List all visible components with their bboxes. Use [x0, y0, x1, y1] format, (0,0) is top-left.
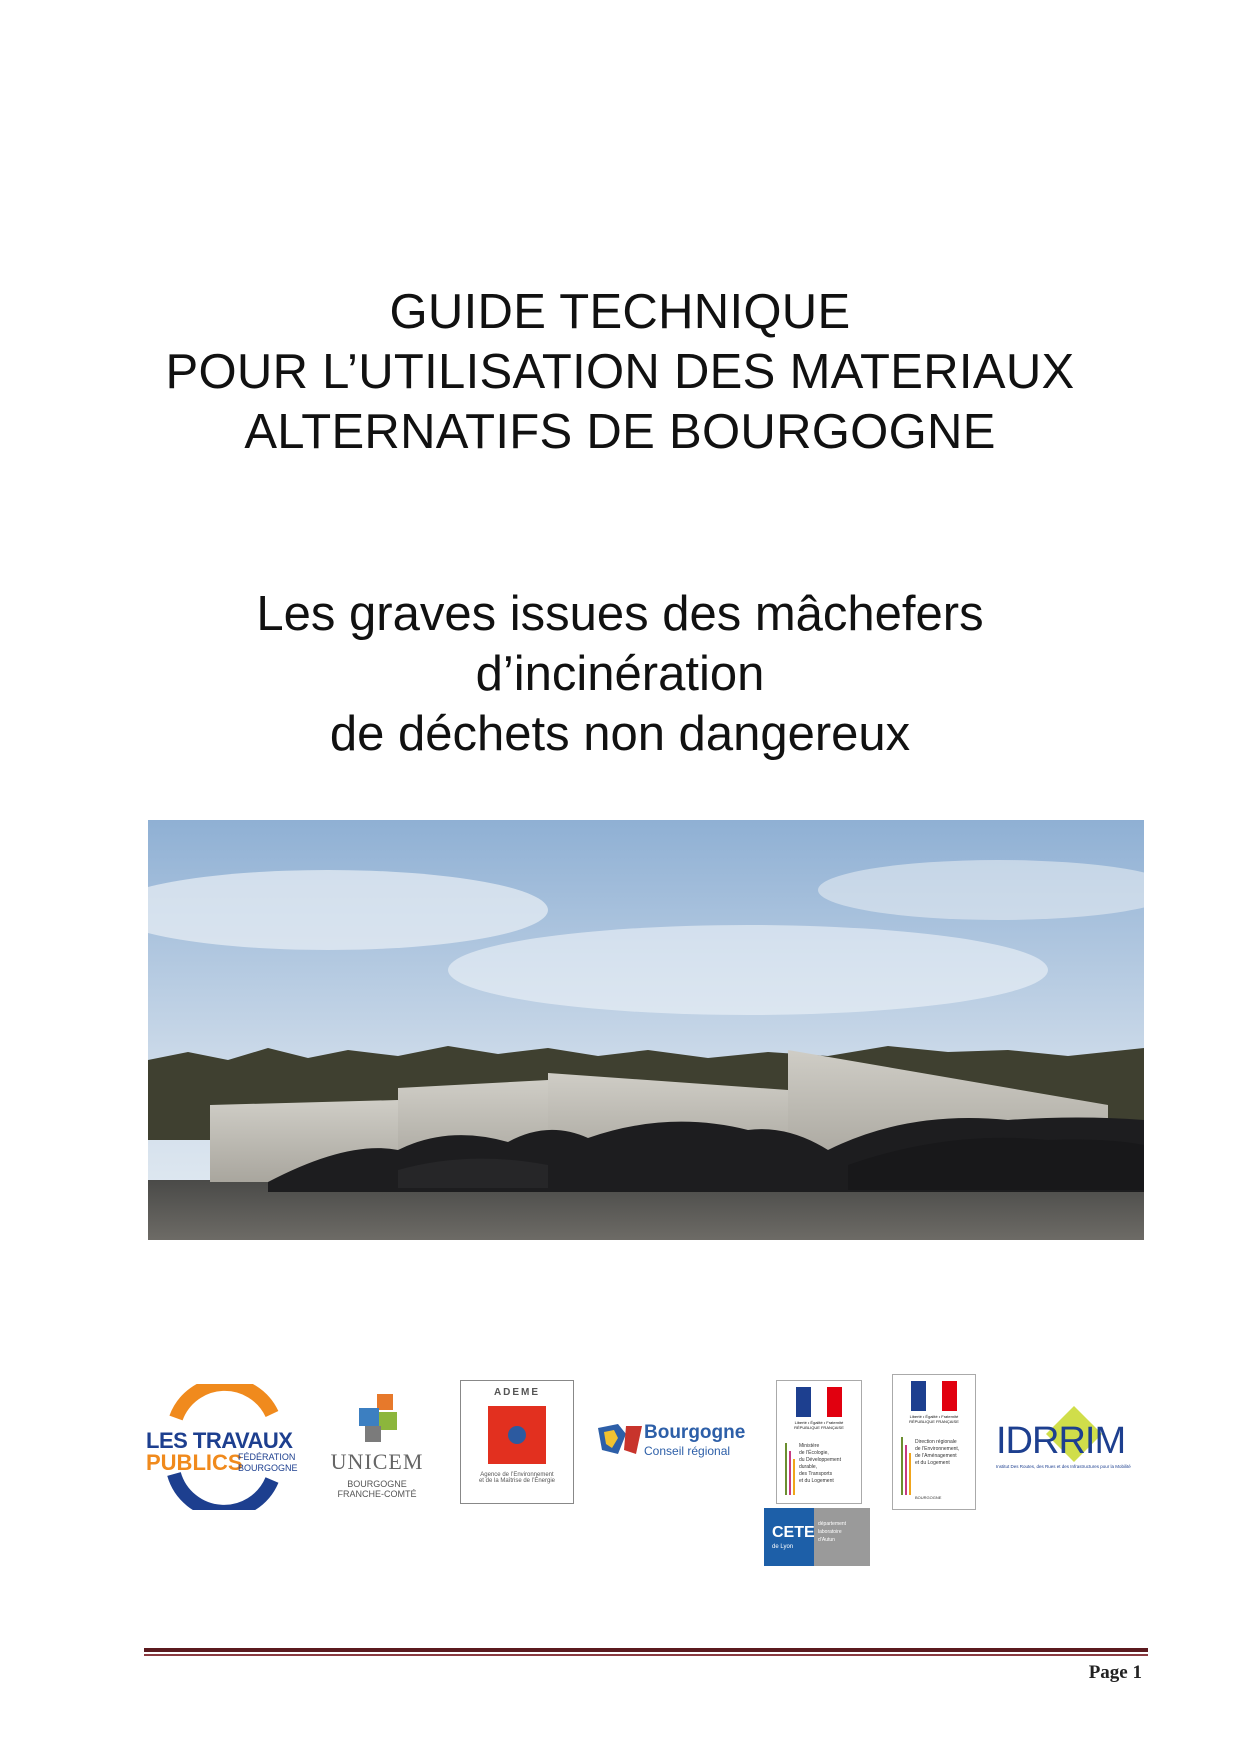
unicem-line2: FRANCHE-COMTÉ: [337, 1489, 417, 1499]
bourgogne-name: Bourgogne: [644, 1422, 746, 1443]
ministere-line5: des Transports: [799, 1471, 833, 1477]
bourgogne-arms-icon: [596, 1420, 646, 1460]
ministere-line1: Ministère: [799, 1443, 820, 1449]
ministere-line2: de l’Écologie,: [799, 1450, 829, 1456]
subtitle-line-1: Les graves issues des mâchefers: [256, 587, 984, 641]
logo-dreal: [892, 1374, 976, 1510]
cete-line3: d’Autun: [818, 1537, 835, 1543]
dreal-line1: Direction régionale: [915, 1439, 957, 1445]
ministere-text: [799, 1443, 841, 1485]
unicem-line1: BOURGOGNE: [347, 1479, 407, 1489]
logo-travaux-publics: [146, 1384, 296, 1510]
ministere-line4: durable,: [799, 1464, 818, 1470]
subtitle-line-3: de déchets non dangereux: [329, 707, 911, 761]
document-subtitle: [0, 584, 1240, 764]
cete-line2: laboratoire: [818, 1529, 842, 1535]
title-line-3: ALTERNATIFS DE BOURGOGNE: [244, 405, 996, 459]
ademe-line1: Agence de l’Environnement: [480, 1472, 554, 1478]
title-line-1: GUIDE TECHNIQUE: [389, 285, 851, 339]
subtitle-line-2: d’incinération: [475, 647, 765, 701]
idrrim-sub: Institut Des Routes, des Rues et des Infrastructures pour la Mobilité: [996, 1464, 1131, 1469]
ademe-line2: et de la Maîtrise de l’Énergie: [478, 1478, 556, 1484]
ministere-motto: Liberté • Égalité • Fraternité: [794, 1420, 844, 1425]
logo-cete: [764, 1508, 870, 1566]
cete-sub: de Lyon: [772, 1544, 794, 1550]
footer-rule: [144, 1648, 1148, 1652]
travaux-publics-line3: FÉDÉRATION: [238, 1452, 296, 1462]
logo-unicem: [322, 1394, 432, 1506]
marianne-flag-icon: [796, 1387, 842, 1417]
ministere-line3: du Développement: [799, 1457, 841, 1463]
logo-bourgogne: [596, 1420, 746, 1460]
document-title: [0, 282, 1240, 462]
cete-name: CETE: [772, 1524, 815, 1541]
dreal-republic: RÉPUBLIQUE FRANÇAISE: [909, 1419, 959, 1424]
ademe-globe-icon: [488, 1406, 546, 1464]
ministere-republic: RÉPUBLIQUE FRANÇAISE: [794, 1425, 844, 1430]
idrrim-name: IDRRIM: [996, 1420, 1126, 1462]
dreal-line3: de l’Aménagement: [915, 1453, 957, 1459]
dreal-line4: et du Logement: [915, 1460, 950, 1466]
bourgogne-sub: Conseil régional: [644, 1444, 731, 1458]
logo-idrrim: [996, 1404, 1146, 1474]
marianne-flag-icon: [911, 1381, 957, 1411]
ademe-name: ADEME: [493, 1387, 541, 1398]
travaux-publics-line4: BOURGOGNE: [238, 1463, 298, 1473]
slag-storage-photo: [148, 820, 1144, 1240]
page-number: Page 1: [1088, 1662, 1142, 1683]
dreal-motto: Liberté • Égalité • Fraternité: [909, 1414, 959, 1419]
title-line-2: POUR L’UTILISATION DES MATERIAUX: [165, 345, 1075, 399]
unicem-squares-icon: [347, 1394, 407, 1444]
dreal-text: [915, 1439, 959, 1467]
ministere-line6: et du Logement: [799, 1478, 834, 1484]
cover-photo: [148, 820, 1144, 1240]
footer-rule-thin: [144, 1654, 1148, 1656]
travaux-publics-line1: LES TRAVAUX: [146, 1428, 293, 1453]
logo-ademe: [460, 1380, 574, 1504]
cete-text: [818, 1520, 846, 1544]
cete-line1: département: [818, 1521, 847, 1527]
unicem-name: UNICEM: [330, 1449, 424, 1474]
dreal-line2: de l’Environnement,: [915, 1446, 960, 1452]
travaux-publics-line2: PUBLICS: [146, 1450, 243, 1475]
dreal-region: BOURGOGNE: [915, 1495, 942, 1500]
logo-ministere: [776, 1380, 862, 1504]
